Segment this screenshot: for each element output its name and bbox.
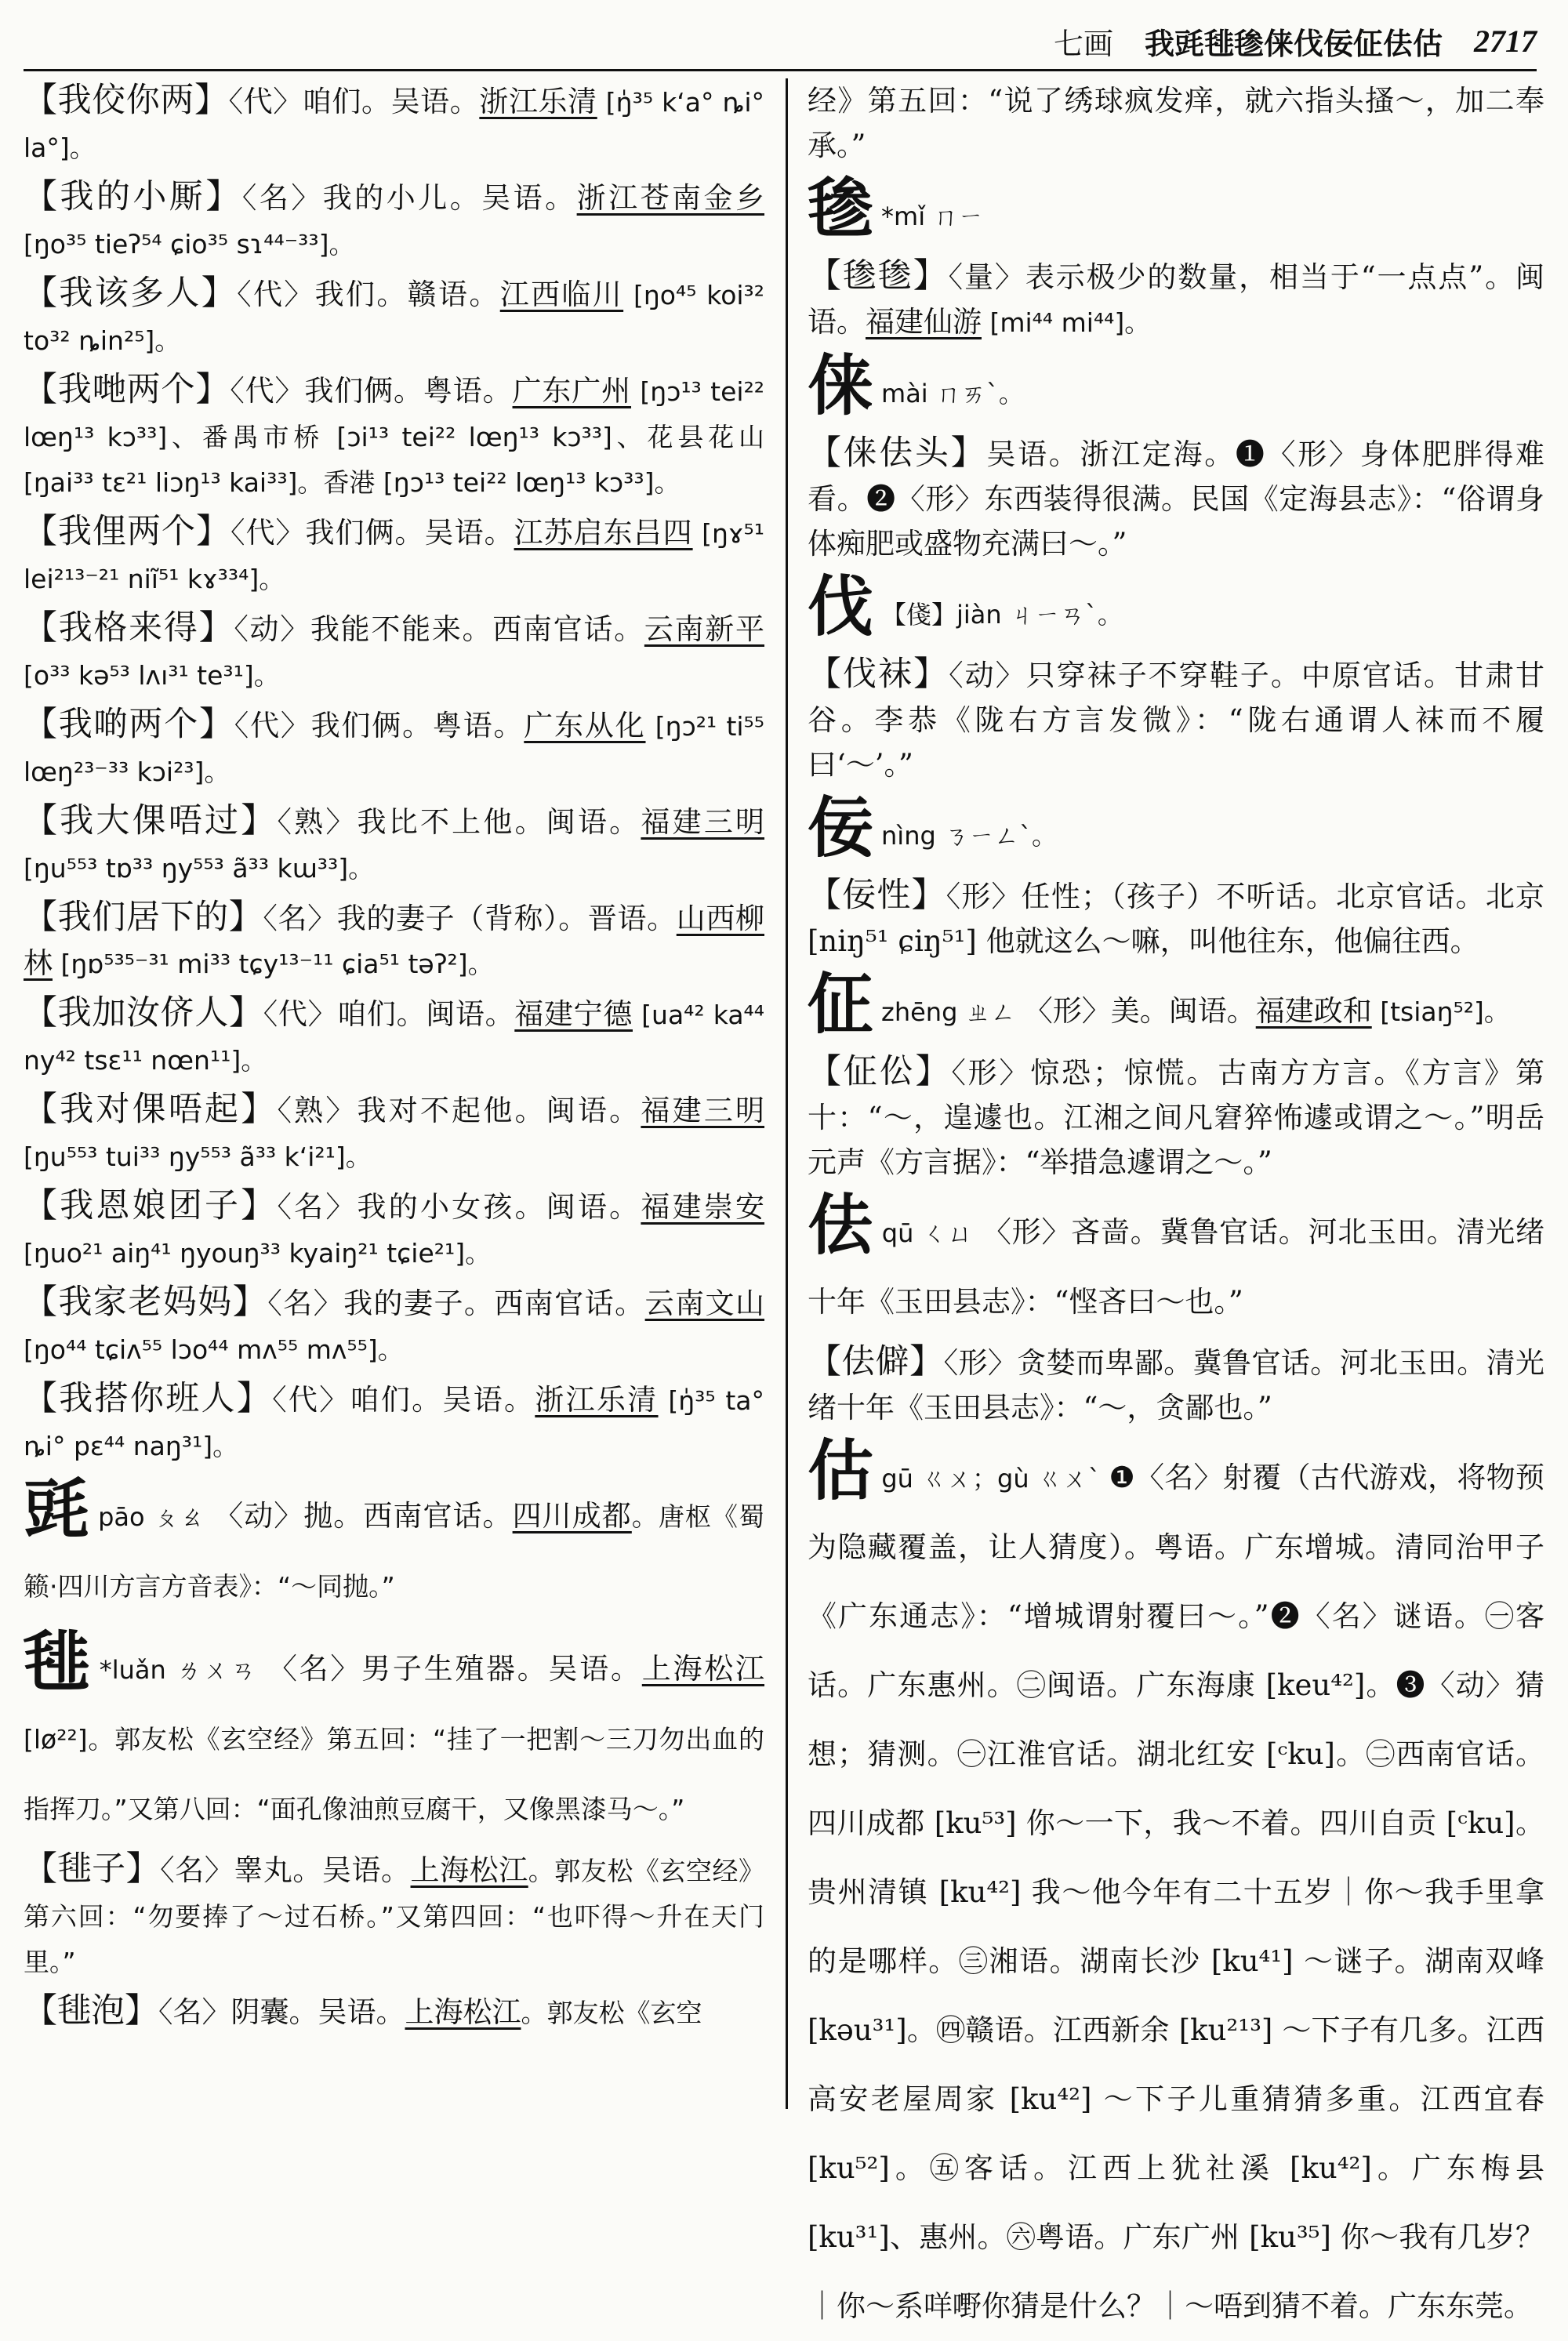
headword: 【佞性】 <box>808 876 946 915</box>
dictionary-entry <box>24 510 764 601</box>
location: 浙江乐清 <box>535 1383 659 1417</box>
transcription: [o³³ kə⁵³ lʌı³¹ te³¹]。 <box>24 660 280 691</box>
dictionary-entry <box>24 1377 764 1468</box>
definition: 〈形〉美。闽语。 <box>1023 994 1256 1028</box>
stroke-count-label: 七画 <box>1053 26 1113 61</box>
transcription: [ŋu⁵⁵³ tui³³ ŋy⁵⁵³ ã³³ kʻi²¹]。 <box>24 1141 372 1172</box>
dictionary-entry <box>24 78 764 170</box>
transcription: [ŋo³⁵ tieʔ⁵⁴ ɕio³⁵ sɿ⁴⁴⁻³³]。 <box>24 229 355 260</box>
transcription: [tsiaŋ⁵²]。 <box>1371 996 1510 1027</box>
headword: 【我对倮唔起】 <box>24 1090 278 1129</box>
location: 浙江苍南金乡 <box>576 181 765 215</box>
location: 福建政和 <box>1255 994 1372 1028</box>
location: 福建三明 <box>641 1094 765 1127</box>
dictionary-entry <box>24 991 764 1083</box>
definition: 〈形〉任性；（孩子）不听话。北京官话。北京 [niŋ⁵¹ ɕiŋ⁵¹] 他就这么～嘛，叫他往东，他偏往西。 <box>808 880 1545 958</box>
pronunciation: *luǎn ㄌㄨㄢ <box>99 1655 268 1685</box>
transcription: [ua⁴² ka⁴⁴ ny⁴² tsɛ¹¹ nœn¹¹]。 <box>24 1000 765 1076</box>
definition: 〈代〉咱们。吴语。 <box>272 1383 535 1417</box>
location: 广东广州 <box>512 374 632 408</box>
transcription: [ŋ̍³⁵ kʻa° ȵi° la°]。 <box>24 87 765 163</box>
transcription: [ŋɔ²¹ ti⁵⁵ lœŋ²³⁻³³ kɔi²³]。 <box>24 711 765 787</box>
headword: 【我大倮唔过】 <box>24 801 278 840</box>
character-entry <box>808 1432 1544 2341</box>
dictionary-entry <box>808 254 1544 345</box>
transcription: [ŋo⁴⁵ koi³² to³² ȵin²⁵]。 <box>24 280 765 356</box>
header-rule <box>24 69 1537 71</box>
location: 江苏启东吕四 <box>514 516 693 550</box>
location: 浙江乐清 <box>479 85 597 118</box>
dictionary-entry <box>24 1989 764 2035</box>
location: 江西临川 <box>499 278 624 311</box>
dictionary-entry <box>24 1280 764 1372</box>
continued-text: 经》第五回：“说了绣球疯发痒，就六指头搔～，加二奉承。” <box>808 84 1544 162</box>
transcription: 。唐枢《蜀籁·四川方言方音表》：“～同抛。” <box>24 1501 765 1602</box>
headword: 【俫佉头】 <box>808 434 987 473</box>
definition: 〈形〉惊恐；惊慌。古南方方言。《方言》第十：“～，遑遽也。江湘之间凡窘猝怖遽或谓之～。”明岳元声《方言据》：“举措急遽谓之～。” <box>808 1056 1545 1179</box>
headword: 【毴子】 <box>24 1849 161 1889</box>
headword: 【我家老妈妈】 <box>24 1283 268 1322</box>
dictionary-entry <box>24 702 764 794</box>
transcription: [ŋɤ⁵¹ lei²¹³⁻²¹ niĩ⁵¹ kɤ³³⁴]。 <box>24 518 765 594</box>
transcription: [ŋɒ⁵³⁵⁻³¹ mi³³ tɕy¹³⁻¹¹ ɕia⁵¹ təʔ²]。 <box>53 949 494 979</box>
definition: 〈量〉表示极少的数量，相当于“一点点”。闽语。 <box>808 260 1544 339</box>
headword: 【我格来得】 <box>24 608 234 648</box>
definition: 〈代〉咱们。闽语。 <box>263 997 515 1031</box>
headword: 【伐袜】 <box>808 655 949 694</box>
definition: 〈名〉我的妻子。西南官话。 <box>267 1287 645 1320</box>
head-character: 佉 <box>808 1186 874 1264</box>
dictionary-entry <box>24 1087 764 1179</box>
location: 四川成都 <box>512 1499 632 1533</box>
pronunciation: 【俴】jiàn ㄐㄧㄢˋ。 <box>881 600 1123 630</box>
character-entry <box>808 1186 1544 1337</box>
definition: 〈名〉我的小女孩。闽语。 <box>277 1190 641 1224</box>
column-divider <box>786 78 788 2109</box>
definition: 〈名〉我的小儿。吴语。 <box>241 181 577 215</box>
location: 云南新平 <box>644 612 765 646</box>
definition: 〈名〉我的妻子（背称）。晋语。 <box>263 902 677 935</box>
character-entry <box>808 568 1544 649</box>
pronunciation: mài ㄇㄞˋ。 <box>881 379 1024 408</box>
definition: 〈动〉我能不能来。西南官话。 <box>234 612 644 646</box>
definition: 〈名〉阴囊。吴语。 <box>158 1995 405 2029</box>
pronunciation: *mǐ ㄇㄧ <box>881 201 984 231</box>
dictionary-entry <box>808 431 1544 566</box>
headword: 【我该多人】 <box>24 274 238 313</box>
dictionary-entry <box>24 799 764 891</box>
definition: 〈名〉睾丸。吴语。 <box>160 1853 411 1887</box>
head-character: 毶 <box>808 169 874 247</box>
transcription: [ŋɔ¹³ tei²² lœŋ¹³ kɔ³³]、番禺市桥 [ɔi¹³ tei²² lœŋ¹³ kɔ³³]、花县花山 [ŋai³³ tɛ²¹ liɔŋ¹³ kai³³]。香港 [ŋɔ¹³ tei²² lœŋ¹³ kɔ³³]。 <box>24 376 765 498</box>
definition: 〈代〉咱们。吴语。 <box>228 85 480 118</box>
headword: 【我俚两个】 <box>24 512 231 551</box>
headword: 【我佼你两】 <box>24 81 229 120</box>
character-entry <box>808 347 1544 428</box>
headword: 【我搭你班人】 <box>24 1379 273 1418</box>
page-number: 2717 <box>1474 23 1537 59</box>
dictionary-entry <box>808 652 1544 787</box>
transcription: [lø²²]。郭友松《玄空经》第五回：“挂了一把割～三刀勿出血的指挥刀。”又第八回：“面孔像油煎豆腐干，又像黑漆马～。” <box>24 1724 764 1824</box>
definition: ❶〈名〉射覆（古代游戏，将物预为隐藏覆盖，让人猜度）。粤语。广东增城。清同治甲子《广东通志》：“增城谓射覆曰～。”❷〈名〉谜语。㊀客话。广东惠州。㊁闽语。广东海康 [keu⁴²]。❸〈动〉猜想；猜测。㊀江淮官话。湖北红安 [ᶜku]。㊁西南官话。四川成都 [ku⁵³] 你～一下，我～不着。四川自贡 [ᶜku]。贵州清镇 [ku⁴²] 我～他今年有二十五岁｜你～我手里拿的是哪样。㊂湘语。湖南长沙 [ku⁴¹] ～谜子。湖南双峰 [kəu³¹]。㊃赣语。江西新余 [ku²¹³] ～下子有几多。江西高安老屋周家 [ku⁴²] ～下子儿重猜猜多重。江西宜春 [ku⁵²]。㊄客话。江西上犹社溪 [ku⁴²]。广东梅县 [ku³¹]、惠州。㊅粤语。广东广州 [ku³⁵] 你～我有几岁？｜你～系咩嘢你猜是什么？｜～唔到猜不着。广东东莞。 <box>808 1461 1544 2323</box>
dictionary-entry <box>24 271 764 363</box>
definition: 〈形〉吝啬。冀鲁官话。河北玉田。清光绪十年《玉田县志》：“悭吝曰～也。” <box>808 1215 1544 1319</box>
headword: 【我啲两个】 <box>24 705 234 744</box>
dictionary-entry <box>24 1847 764 1984</box>
right-column <box>808 78 1545 2323</box>
definition: 〈形〉贪婪而卑鄙。冀鲁官话。河北玉田。清光绪十年《玉田县志》：“～，贪鄙也。” <box>808 1346 1545 1425</box>
character-entry <box>24 1470 765 1621</box>
head-character: 毴 <box>24 1623 92 1700</box>
location: 福建崇安 <box>641 1190 765 1224</box>
headword: 【佉僻】 <box>808 1342 944 1381</box>
head-character: 俫 <box>808 347 874 424</box>
definition: 〈熟〉我对不起他。闽语。 <box>277 1094 641 1127</box>
headword: 【毶毶】 <box>808 256 949 296</box>
character-entry <box>808 789 1544 870</box>
head-character: 佞 <box>808 789 874 866</box>
head-character: 毭 <box>24 1470 91 1548</box>
headword: 【我哋两个】 <box>24 370 230 409</box>
definition: 〈代〉我们。赣语。 <box>237 278 500 311</box>
headword: 【佂伀】 <box>808 1052 952 1091</box>
dictionary-entry <box>24 1184 764 1276</box>
location: 福建仙游 <box>866 305 982 339</box>
dictionary-entry <box>808 1050 1544 1185</box>
headword: 【我加汝侪人】 <box>24 993 263 1033</box>
transcription: 。郭友松《玄空 <box>521 1998 702 2028</box>
location: 广东从化 <box>524 709 646 742</box>
transcription: [mi⁴⁴ mi⁴⁴]。 <box>982 307 1151 338</box>
head-character: 佂 <box>808 965 874 1043</box>
definition: 吴语。浙江定海。❶〈形〉身体肥胖得难看。❷〈形〉东西装得很满。民国《定海县志》：“俗谓身体痴肥或盛物充满曰～。” <box>808 437 1545 561</box>
headword: 【我们居下的】 <box>24 898 263 937</box>
headword: 【我恩娘团子】 <box>24 1186 278 1225</box>
dictionary-entry <box>24 368 764 505</box>
head-character: 估 <box>808 1432 874 1509</box>
location: 上海松江 <box>405 1995 521 2029</box>
transcription: [ŋu⁵⁵³ tɒ³³ ŋy⁵⁵³ ã³³ kɯ³³]。 <box>24 853 375 884</box>
definition: 〈代〉我们俩。吴语。 <box>230 516 514 550</box>
pronunciation: qū ㄑㄩ <box>881 1218 982 1248</box>
pronunciation: zhēng ㄓㄥ <box>881 997 1024 1027</box>
location: 云南文山 <box>644 1287 765 1320</box>
character-entry <box>808 169 1544 251</box>
character-entry <box>808 965 1544 1047</box>
dictionary-entry <box>808 873 1544 964</box>
transcription: [ŋo⁴⁴ tɕiʌ⁵⁵ lɔo⁴⁴ mʌ⁵⁵ mʌ⁵⁵]。 <box>24 1334 404 1365</box>
character-entry <box>24 1623 765 1844</box>
location: 福建宁德 <box>514 997 633 1031</box>
head-character: 伐 <box>808 568 874 645</box>
pronunciation: gū ㄍㄨ；gù ㄍㄨˋ <box>881 1464 1109 1494</box>
transcription: [ŋuo²¹ aiŋ⁴¹ ŋyouŋ³³ kyaiŋ²¹ tɕie²¹]。 <box>24 1238 492 1268</box>
left-column <box>24 78 764 2109</box>
pronunciation: pāo ㄆㄠ <box>98 1502 215 1532</box>
definition: 〈动〉只穿袜子不穿鞋子。中原官话。甘肃甘谷。李恭《陇右方言发微》：“陇右通谓人袜而不履曰‘～’。” <box>808 659 1545 782</box>
headword: 【毴泡】 <box>24 1991 158 2031</box>
page-header <box>956 17 1537 64</box>
definition: 〈代〉我们俩。粤语。 <box>230 374 513 408</box>
header-characters: 我毭毴毶俫伐佞佂佉估 <box>1144 25 1443 61</box>
transcription: [ŋ̍³⁵ ta° ȵi° pɛ⁴⁴ naŋ³¹]。 <box>24 1385 765 1461</box>
location: 上海松江 <box>410 1853 528 1887</box>
definition: 〈名〉男子生殖器。吴语。 <box>267 1652 642 1686</box>
location: 上海松江 <box>641 1652 765 1686</box>
pronunciation: nìng ㄋㄧㄥˋ。 <box>881 821 1057 851</box>
dictionary-entry <box>24 895 764 986</box>
headword: 【我的小厮】 <box>24 177 242 216</box>
transcription: 。郭友松《玄空经》第六回：“勿要捧了～过石桥。”又第四回：“也吓得～升在天门里。” <box>24 1856 765 1977</box>
dictionary-entry <box>24 175 764 267</box>
definition: 〈动〉抛。西南官话。 <box>214 1499 513 1533</box>
definition: 〈熟〉我比不上他。闽语。 <box>277 805 641 839</box>
definition: 〈代〉我们俩。粤语。 <box>234 709 524 742</box>
dictionary-entry <box>808 1340 1544 1430</box>
dictionary-entry <box>24 606 764 698</box>
location: 山西柳林 <box>24 902 764 980</box>
location: 福建三明 <box>641 805 765 839</box>
